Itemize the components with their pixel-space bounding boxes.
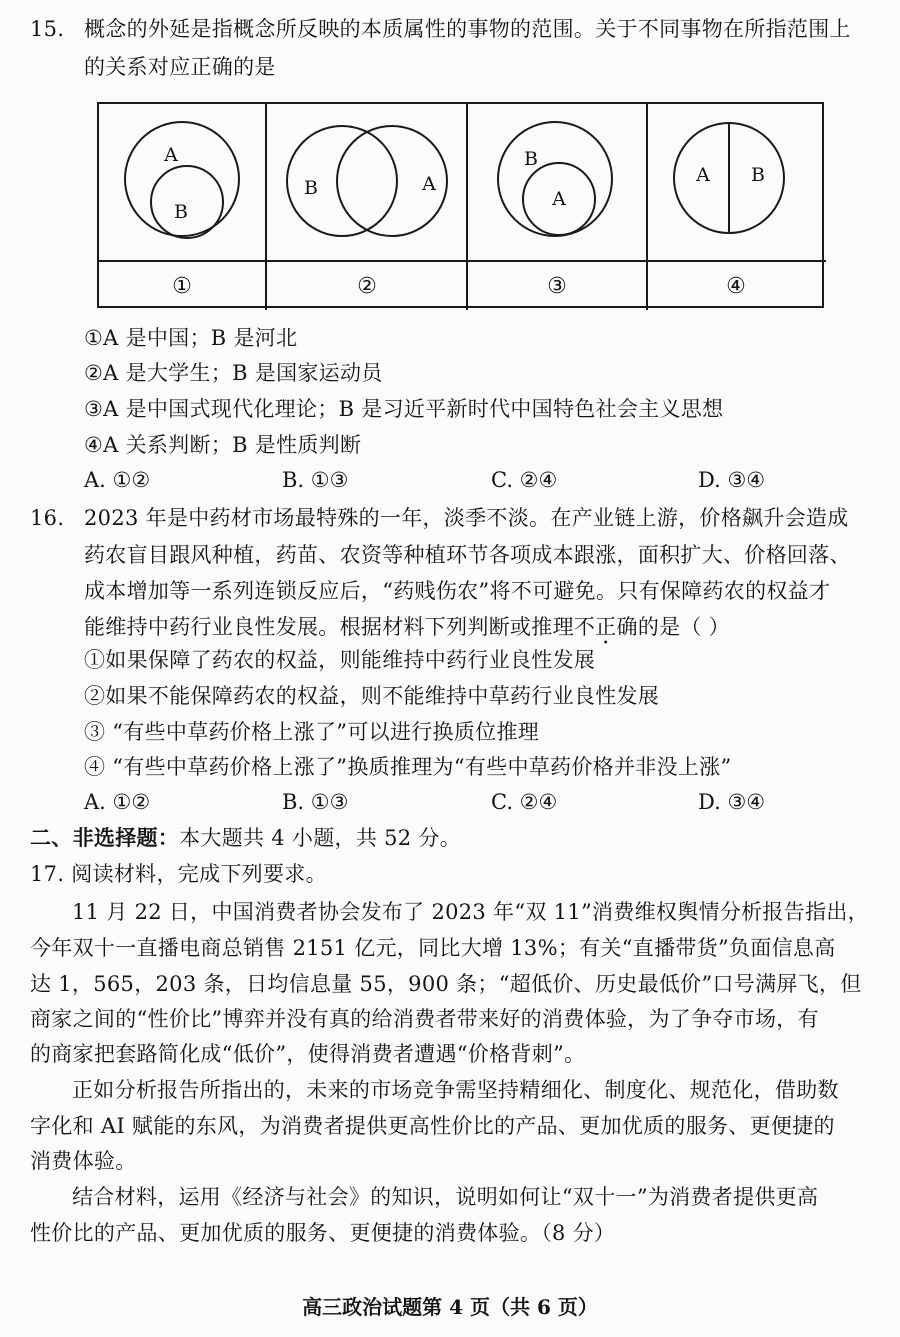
q16-line-4-before: 能维持中药行业良性发展。根据材料下列判断或推理: [84, 615, 574, 639]
q16-option-c: C. ②④: [491, 790, 558, 814]
cell4-label: ④: [726, 274, 746, 299]
q15-option-d: D. ③④: [698, 468, 766, 492]
q17-para1-line4: 商家之间的“性价比”博弈并没有真的给消费者带来好的消费体验，为了争夺市场，有: [30, 1007, 819, 1031]
q16-line-4-after: 的是（ ）: [637, 615, 730, 639]
q16-option-d: D. ③④: [698, 790, 766, 814]
cell3-letter-a: A: [552, 188, 566, 210]
q17-para2-line1: 正如分析报告所指出的，未来的市场竞争需坚持精细化、制度化、规范化，借助数: [72, 1078, 839, 1102]
q16-number: 16.: [30, 506, 65, 530]
q17-para3-line2: 性价比的产品、更加优质的服务、更便捷的消费体验。（8 分）: [30, 1221, 616, 1245]
q16-option-a: A. ①②: [84, 790, 151, 814]
q15-option-c: C. ②④: [491, 468, 558, 492]
section-2-heading: 二、非选择题：: [30, 825, 180, 850]
cell3-outer-circle: [498, 122, 612, 236]
cell3-letter-b: B: [524, 148, 538, 170]
cell2-label: ②: [357, 274, 377, 299]
q16-statement-3: ③ “有些中草药价格上涨了”可以进行换质位推理: [84, 720, 540, 744]
q16-line-2: 药农盲目跟风种植，药苗、农资等种植环节各项成本跟涨，面积扩大、价格回落、: [84, 543, 851, 567]
cell2-letter-b: B: [304, 177, 318, 199]
q17-para3-line1: 结合材料，运用《经济与社会》的知识，说明如何让“双十一”为消费者提供更高: [72, 1185, 819, 1209]
venn-diagram-table: [97, 102, 824, 308]
q16-statement-1: ①如果保障了药农的权益，则能维持中药行业良性发展: [84, 648, 596, 672]
q15-number: 15.: [30, 17, 65, 41]
q15-stem-line1: 概念的外延是指概念所反映的本质属性的事物的范围。关于不同事物在所指范围上: [84, 17, 851, 41]
q17-para1-line2: 今年双十一直播电商总销售 2151 亿元，同比大增 13%；有关“直播带货”负面信息高: [30, 936, 836, 960]
cell1-label: ①: [172, 274, 192, 299]
q16-line-4: [84, 612, 730, 642]
section-2-heading-line: [30, 823, 461, 853]
q16-line-1: 2023 年是中药材市场最特殊的一年，淡季不淡。在产业链上游，价格飙升会造成: [84, 506, 849, 530]
q17-para2-line2: 字化和 AI 赋能的东风，为消费者提供更高性价比的产品、更加优质的服务、更便捷的: [30, 1114, 835, 1138]
cell3-label: ③: [547, 274, 567, 299]
q16-statement-4: ④ “有些中草药价格上涨了”换质推理为“有些中草药价格并非没上涨”: [84, 755, 732, 779]
q16-line-3: 成本增加等一系列连锁反应后，“药贱伤农”将不可避免。只有保障药农的权益才: [84, 579, 831, 603]
cell4-letter-b: B: [751, 164, 765, 186]
q17-para1-line1: 11 月 22 日，中国消费者协会发布了 2023 年“双 11”消费维权舆情分析报告指出，: [72, 900, 869, 924]
q15-option-b: B. ①③: [282, 468, 349, 492]
q16-option-b: B. ①③: [282, 790, 349, 814]
q15-stem-line2: 的关系对应正确的是: [84, 55, 276, 79]
q15-statement-3: ③A 是中国式现代化理论；B 是习近平新时代中国特色社会主义思想: [84, 397, 724, 421]
q16-statement-2: ②如果不能保障药农的权益，则不能维持中草药行业良性发展: [84, 684, 660, 708]
section-2-rest: 本大题共 4 小题，共 52 分。: [179, 826, 461, 850]
cell1-letter-a: A: [164, 144, 178, 166]
q17-para1-line3: 达 1，565，203 条，日均信息量 55，900 条；“超低价、历史最低价”口号满屏飞，但: [30, 972, 862, 996]
cell1-letter-b: B: [174, 201, 188, 223]
venn-diagram-svg: [99, 104, 826, 310]
q15-statement-1: ①A 是中国；B 是河北: [84, 326, 298, 350]
cell2-letter-a: A: [422, 173, 436, 195]
q17-intro: 17. 阅读材料，完成下列要求。: [30, 862, 327, 886]
q17-para2-line3: 消费体验。: [30, 1149, 137, 1173]
cell4-letter-a: A: [696, 164, 710, 186]
q15-statement-4: ④A 关系判断；B 是性质判断: [84, 433, 362, 457]
q16-emphasis: 不正确: [573, 615, 638, 639]
q15-statement-2: ②A 是大学生；B 是国家运动员: [84, 361, 383, 385]
q17-para1-line5: 的商家把套路简化成“低价”，使得消费者遭遇“价格背刺”。: [30, 1042, 586, 1066]
q15-option-a: A. ①②: [84, 468, 151, 492]
page-footer: 高三政治试题第 4 页（共 6 页）: [302, 1295, 598, 1319]
